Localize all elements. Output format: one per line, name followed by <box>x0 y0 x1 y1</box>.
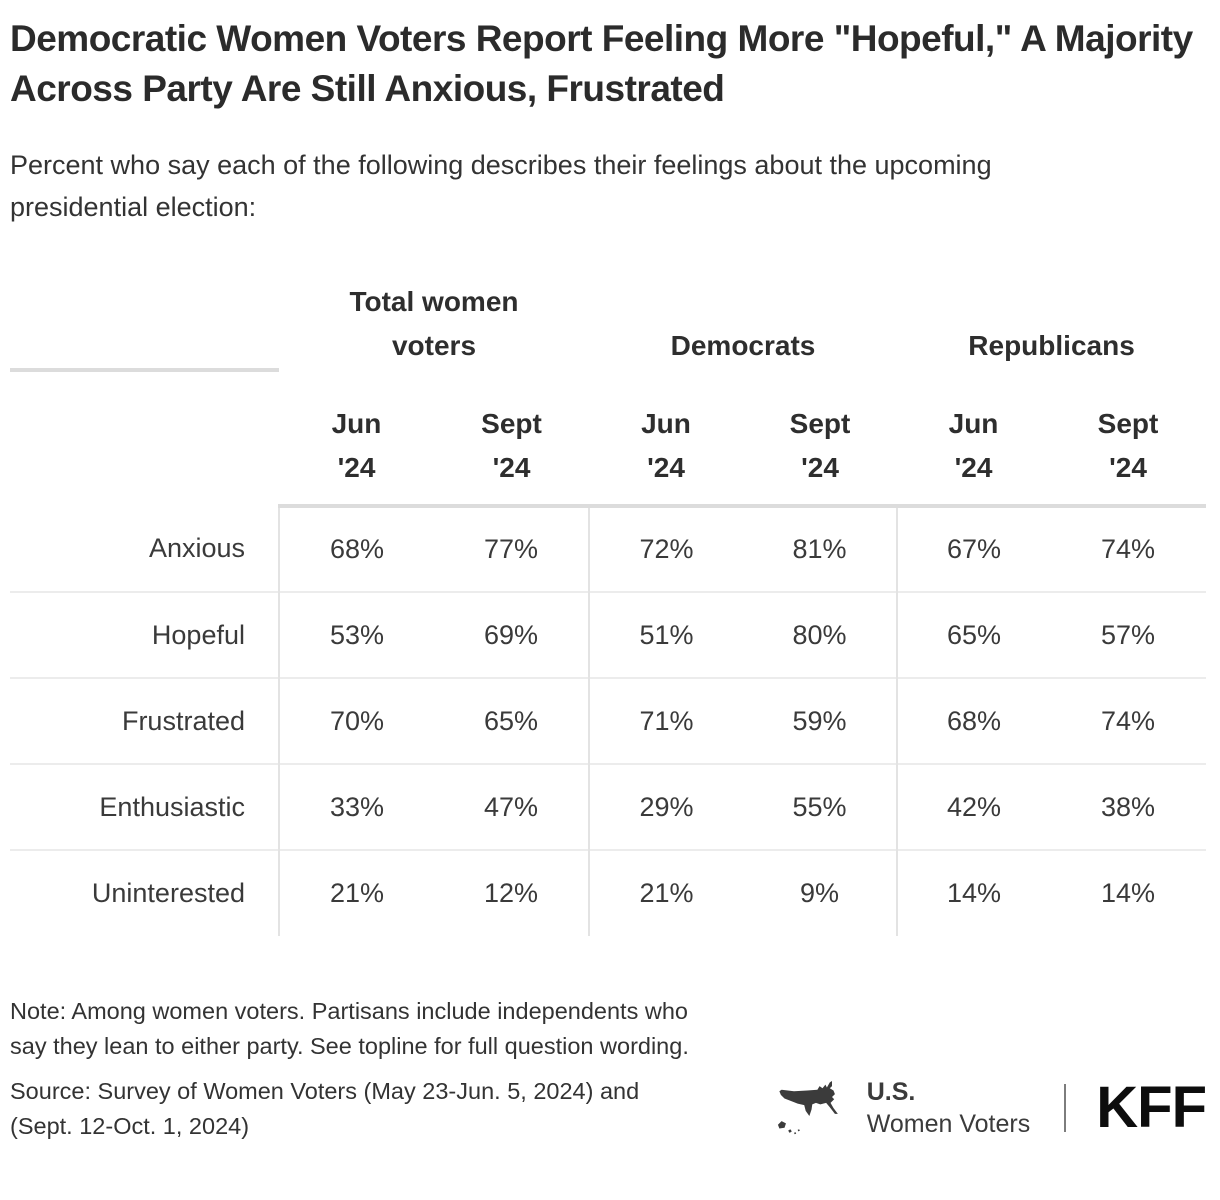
column-group-label: Republicans <box>968 330 1135 361</box>
sub-header-month: Jun <box>948 408 999 439</box>
value-cell: 65% <box>434 678 589 764</box>
sub-header-year: '24 <box>492 452 531 483</box>
value-cell: 81% <box>792 534 847 564</box>
source-text: Source: Survey of Women Voters (May 23-Jun. 5, 2024) and (Sept. 12-Oct. 1, 2024) <box>10 1078 640 1139</box>
value-cell: 69% <box>434 592 589 678</box>
us-map-icon <box>775 1078 851 1138</box>
value-cell: 21% <box>279 850 434 936</box>
sub-header-dem-sept24 <box>743 368 897 506</box>
column-group-republicans <box>897 280 1206 368</box>
value-cell: 77% <box>483 534 539 564</box>
sub-header-rep-jun24 <box>897 368 1050 506</box>
sub-header-year: '24 <box>954 452 993 483</box>
value-cell: 29% <box>589 764 743 850</box>
chart-subtitle: Percent who say each of the following describes their feelings about the upcoming presidential election: <box>10 150 992 222</box>
corner-cell <box>10 280 279 368</box>
value-cell: 68% <box>897 678 1050 764</box>
value-cell: 51% <box>589 592 743 678</box>
column-group-democrats <box>589 280 897 368</box>
column-group-total-women-voters <box>279 280 589 368</box>
page-title: Democratic Women Voters Report Feeling More "Hopeful," A Majority Across Party Are Still Anxious, Frustrated <box>10 18 1193 109</box>
column-group-label: Total women voters <box>349 286 519 361</box>
sub-header-month: Jun <box>641 408 691 439</box>
corner-cell <box>10 368 279 372</box>
value-cell: 55% <box>743 764 897 850</box>
value-cell: 74% <box>1050 678 1206 764</box>
row-label: Frustrated <box>10 678 279 764</box>
value-cell: 72% <box>589 506 743 592</box>
table-row-frustrated <box>10 678 1206 764</box>
column-group-label: Democrats <box>670 330 816 361</box>
table-row-anxious <box>10 506 1206 592</box>
sub-header-year: '24 <box>1109 452 1147 483</box>
value-cell: 59% <box>743 678 897 764</box>
value-cell: 21% <box>589 850 743 936</box>
value-cell: 80% <box>743 592 897 678</box>
row-label: Uninterested <box>10 850 279 936</box>
sub-header-rep-sept24 <box>1050 368 1206 506</box>
value-cell: 14% <box>1050 850 1206 936</box>
sub-header-row <box>10 368 1206 506</box>
row-label: Hopeful <box>10 592 279 678</box>
sub-header-total-sept24 <box>434 368 589 506</box>
value-cell: 57% <box>1050 592 1206 678</box>
value-cell: 14% <box>897 850 1050 936</box>
value-cell: 71% <box>589 678 743 764</box>
value-cell: 42% <box>897 764 1050 850</box>
kff-logo: KFF <box>1096 1075 1206 1140</box>
us-women-voters-logo <box>867 1076 1031 1140</box>
sub-header-year: '24 <box>647 452 685 483</box>
sub-header-month: Sept <box>789 408 851 439</box>
us-label: U.S. <box>866 1078 916 1106</box>
sub-header-month: Sept <box>481 408 542 439</box>
value-cell: 9% <box>743 850 897 936</box>
value-cell: 12% <box>434 850 589 936</box>
table-row-uninterested <box>10 850 1206 936</box>
value-cell: 68% <box>329 534 385 564</box>
value-cell: 70% <box>279 678 434 764</box>
value-cell: 38% <box>1050 764 1206 850</box>
value-cell: 53% <box>279 592 434 678</box>
row-label: Anxious <box>10 506 279 592</box>
column-group-header-row <box>10 280 1206 368</box>
value-cell: 47% <box>434 764 589 850</box>
value-cell: 33% <box>279 764 434 850</box>
value-cell: 67% <box>897 506 1050 592</box>
women-voters-label: Women Voters <box>866 1110 1031 1138</box>
logo-group <box>775 1076 1206 1140</box>
page <box>0 14 1220 1200</box>
value-cell: 74% <box>1101 534 1156 564</box>
sub-header-month: Jun <box>331 408 382 439</box>
sub-header-year: '24 <box>801 452 839 483</box>
feelings-table <box>10 280 1206 936</box>
footer <box>10 1074 1206 1144</box>
row-label: Enthusiastic <box>10 764 279 850</box>
sub-header-year: '24 <box>337 452 376 483</box>
sub-header-dem-jun24 <box>589 368 743 506</box>
table-row-enthusiastic <box>10 764 1206 850</box>
sub-header-month: Sept <box>1097 408 1159 439</box>
table-row-hopeful <box>10 592 1206 678</box>
value-cell: 65% <box>897 592 1050 678</box>
note-text: Note: Among women voters. Partisans include independents who say they lean to either party. See topline for full question wording. <box>10 998 689 1059</box>
sub-header-total-jun24 <box>279 368 434 506</box>
logo-divider <box>1064 1084 1066 1132</box>
